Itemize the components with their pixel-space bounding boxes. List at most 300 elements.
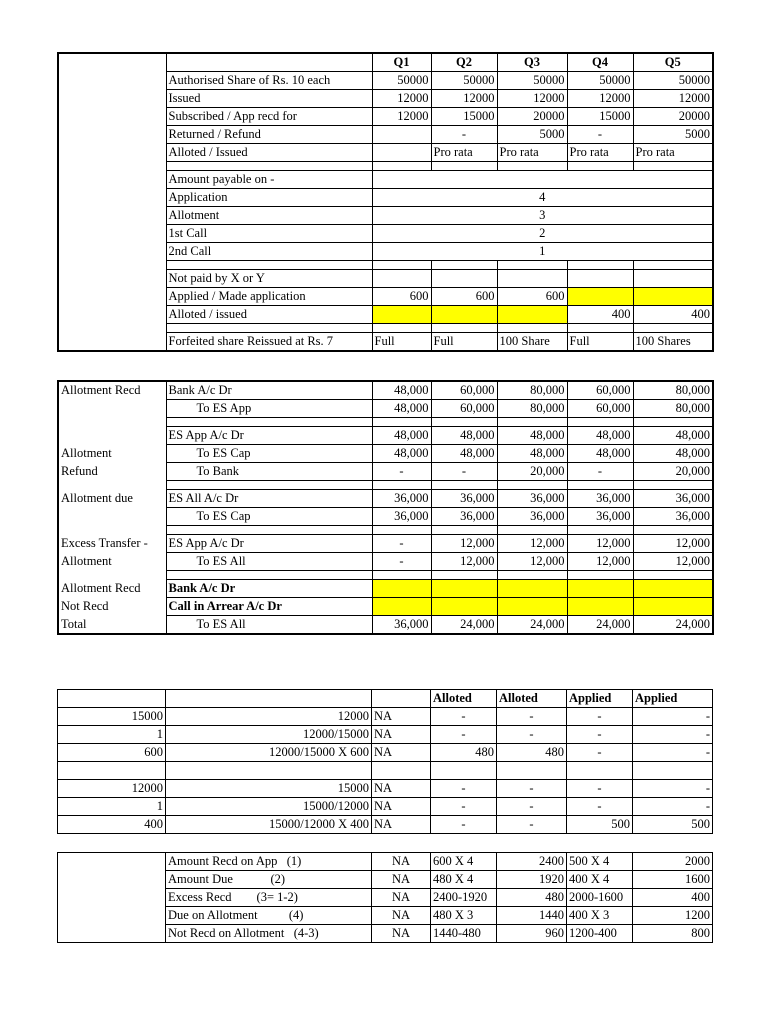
- table-cell: 500: [567, 816, 633, 834]
- table-cell: 48,000: [431, 445, 497, 463]
- table-cell: To ES All: [166, 553, 372, 571]
- table-cell: 12000: [633, 90, 713, 108]
- table-cell: NA: [372, 708, 431, 726]
- table-cell: 48,000: [633, 427, 713, 445]
- table-cell: 2400-1920: [431, 889, 497, 907]
- table-cell: 20,000: [497, 463, 567, 481]
- table-cell: 12000/15000 X 600: [166, 744, 372, 762]
- table-cell: 15000: [567, 108, 633, 126]
- header-q3: Q3: [497, 53, 567, 72]
- table-cell: 12000: [497, 90, 567, 108]
- table-cell: [372, 306, 431, 324]
- table-cell: Amount payable on -: [166, 171, 372, 189]
- table-cell: [166, 481, 372, 490]
- table-cell: 1200: [633, 907, 713, 925]
- table-cell: NA: [372, 798, 431, 816]
- table-cell: 1600: [633, 871, 713, 889]
- table-cell: Application: [166, 189, 372, 207]
- table-cell: Applied: [567, 690, 633, 708]
- table-cell: [497, 162, 567, 171]
- table-cell: [633, 571, 713, 580]
- table-cell: 100 Shares: [633, 333, 713, 352]
- table-cell: [633, 580, 713, 598]
- table-cell: 20000: [497, 108, 567, 126]
- table-cell: [372, 418, 431, 427]
- table-cell: 12,000: [567, 535, 633, 553]
- table-cell: -: [372, 535, 431, 553]
- table-cell: 36,000: [497, 508, 567, 526]
- table-cell: Applied / Made application: [166, 288, 372, 306]
- table-cell: -: [497, 816, 567, 834]
- table-cell: -: [497, 708, 567, 726]
- share-details-table: [57, 52, 714, 352]
- table-cell: NA: [372, 871, 431, 889]
- table-cell: NA: [372, 744, 431, 762]
- table-cell: [567, 571, 633, 580]
- table-cell: 400: [633, 306, 713, 324]
- table-cell: [633, 418, 713, 427]
- table-cell: [431, 598, 497, 616]
- cell-text: (4-3): [293, 926, 319, 940]
- table-cell: 400 X 4: [567, 871, 633, 889]
- table-cell: 4: [372, 189, 713, 207]
- table-cell: [58, 418, 166, 427]
- table-cell: 24,000: [633, 616, 713, 635]
- table-cell: [372, 144, 431, 162]
- table-cell: 50000: [633, 72, 713, 90]
- table-cell: [567, 481, 633, 490]
- cell-text: (4): [288, 908, 304, 922]
- table-cell: 36,000: [567, 490, 633, 508]
- table-cell: -: [567, 798, 633, 816]
- table-cell: -: [372, 553, 431, 571]
- table-cell: 960: [497, 925, 567, 943]
- table-cell: [166, 889, 372, 907]
- table-cell: [372, 162, 431, 171]
- header-q1: Q1: [372, 53, 431, 72]
- table-cell: -: [633, 780, 713, 798]
- pro-rata-header: [58, 690, 713, 708]
- table-cell: To Bank: [166, 463, 372, 481]
- table-cell: [58, 762, 166, 780]
- table-cell: [497, 580, 567, 598]
- table-cell: Pro rata: [431, 144, 497, 162]
- table-row: [58, 780, 713, 798]
- table-cell: [372, 126, 431, 144]
- table-cell: [497, 306, 567, 324]
- table-cell: 5000: [497, 126, 567, 144]
- table-cell: [166, 871, 372, 889]
- table-cell: 12,000: [497, 553, 567, 571]
- row-bank-dr-bold: [58, 580, 713, 598]
- table-cell: 48,000: [633, 445, 713, 463]
- table-cell: [372, 580, 431, 598]
- table-cell: [166, 526, 372, 535]
- table-cell: -: [497, 780, 567, 798]
- table-cell: [431, 571, 497, 580]
- cell-text: Not Recd on Allotment: [168, 926, 285, 940]
- table-cell: Call in Arrear A/c Dr: [166, 598, 372, 616]
- table-cell: 36,000: [497, 490, 567, 508]
- table-cell: 12000: [431, 90, 497, 108]
- table-cell: [497, 526, 567, 535]
- row-call-arrear: [58, 598, 713, 616]
- table-cell: Allotment due: [58, 490, 166, 508]
- table-cell: 1: [58, 726, 166, 744]
- table-cell: 480: [497, 744, 567, 762]
- journal-entries-table: [57, 380, 714, 635]
- table-row: [58, 726, 713, 744]
- table-cell: 80,000: [633, 400, 713, 418]
- table-cell: ES App A/c Dr: [166, 427, 372, 445]
- table-cell: Allotment: [166, 207, 372, 225]
- table-cell: 50000: [431, 72, 497, 90]
- table-cell: To ES All: [166, 616, 372, 635]
- table-cell: [567, 288, 633, 306]
- table-cell: 12000: [372, 90, 431, 108]
- table-cell: 60,000: [431, 400, 497, 418]
- table-cell: Not paid by X or Y: [166, 270, 372, 288]
- table-cell: 500: [633, 816, 713, 834]
- table-cell: [633, 324, 713, 333]
- table-cell: 480 X 3: [431, 907, 497, 925]
- table-cell: 400 X 3: [567, 907, 633, 925]
- table-cell: 15000: [58, 708, 166, 726]
- table-cell: 36,000: [431, 508, 497, 526]
- table-cell: 15000/12000 X 400: [166, 816, 372, 834]
- table-cell: NA: [372, 726, 431, 744]
- table-cell: 2: [372, 225, 713, 243]
- table-cell: [166, 418, 372, 427]
- table-cell: Subscribed / App recd for: [166, 108, 372, 126]
- table-cell: ES All A/c Dr: [166, 490, 372, 508]
- table-cell: 48,000: [497, 427, 567, 445]
- table-cell: To ES Cap: [166, 445, 372, 463]
- table-cell: [567, 526, 633, 535]
- table-cell: Refund: [58, 463, 166, 481]
- table-cell: 12000: [567, 90, 633, 108]
- table-cell: 12,000: [497, 535, 567, 553]
- table-cell: [372, 261, 431, 270]
- table-cell: 12,000: [567, 553, 633, 571]
- table-cell: [633, 162, 713, 171]
- table-cell: 60,000: [431, 381, 497, 400]
- cell-text: Due on Allotment: [168, 908, 258, 922]
- table-row: [58, 816, 713, 834]
- table-cell: [166, 261, 372, 270]
- table-cell: NA: [372, 889, 431, 907]
- cell-text: Excess Recd: [168, 890, 232, 904]
- table-cell: Pro rata: [567, 144, 633, 162]
- table-cell: [567, 324, 633, 333]
- table-cell: -: [431, 816, 497, 834]
- row-bank-dr: [58, 381, 713, 400]
- table-cell: 1440-480: [431, 925, 497, 943]
- table-cell: -: [567, 463, 633, 481]
- table-cell: 24,000: [431, 616, 497, 635]
- table-cell: 15000: [166, 780, 372, 798]
- table-cell: 24,000: [497, 616, 567, 635]
- table-cell: -: [431, 463, 497, 481]
- table-cell: 20000: [633, 108, 713, 126]
- table-cell: -: [567, 126, 633, 144]
- table-cell: NA: [372, 907, 431, 925]
- table-cell: -: [372, 463, 431, 481]
- table-cell: 5000: [633, 126, 713, 144]
- table-cell: [166, 907, 372, 925]
- table-cell: 600: [58, 744, 166, 762]
- table-row: [58, 798, 713, 816]
- table-cell: [372, 762, 431, 780]
- table-cell: Allotment Recd: [58, 580, 166, 598]
- table-cell: [497, 324, 567, 333]
- header-q4: Q4: [567, 53, 633, 72]
- blank-cell: [58, 53, 166, 351]
- table-cell: 80,000: [633, 381, 713, 400]
- table-cell: -: [431, 798, 497, 816]
- table-cell: [567, 580, 633, 598]
- table-cell: [633, 598, 713, 616]
- table-cell: NA: [372, 816, 431, 834]
- row-to-es-cap-2: [58, 508, 713, 526]
- table-cell: [633, 270, 713, 288]
- table-cell: [58, 571, 166, 580]
- table-cell: 1st Call: [166, 225, 372, 243]
- table-cell: 600: [497, 288, 567, 306]
- cell-text: Amount Recd on App: [168, 854, 278, 868]
- table-cell: [431, 306, 497, 324]
- table-cell: 60,000: [567, 381, 633, 400]
- table-cell: 15000/12000: [166, 798, 372, 816]
- table-cell: [372, 598, 431, 616]
- table-cell: [567, 598, 633, 616]
- table-cell: [497, 481, 567, 490]
- table-cell: -: [567, 726, 633, 744]
- table-cell: [58, 690, 166, 708]
- table-cell: 1920: [497, 871, 567, 889]
- table-cell: 1: [58, 798, 166, 816]
- table-cell: [431, 261, 497, 270]
- table-cell: 36,000: [633, 490, 713, 508]
- table-cell: Issued: [166, 90, 372, 108]
- table-cell: -: [431, 726, 497, 744]
- table-cell: 15000: [431, 108, 497, 126]
- table-cell: 480: [497, 889, 567, 907]
- row-es-all-dr: [58, 490, 713, 508]
- table-cell: Not Recd: [58, 598, 166, 616]
- table-cell: NA: [372, 780, 431, 798]
- table-cell: 48,000: [567, 445, 633, 463]
- table-cell: 12,000: [633, 553, 713, 571]
- table-cell: 12,000: [633, 535, 713, 553]
- table-cell: Applied: [633, 690, 713, 708]
- table-cell: 480: [431, 744, 497, 762]
- table-cell: [372, 324, 431, 333]
- pro-rata-table: [57, 689, 713, 834]
- table-cell: -: [431, 126, 497, 144]
- table-cell: Allotment: [58, 553, 166, 571]
- row-to-es-all: [58, 553, 713, 571]
- table-cell: [372, 571, 431, 580]
- table-cell: 400: [633, 889, 713, 907]
- row-es-app-dr-2: [58, 535, 713, 553]
- row-to-es-cap: [58, 445, 713, 463]
- table-cell: Total: [58, 616, 166, 635]
- table-cell: [372, 526, 431, 535]
- table-cell: [497, 261, 567, 270]
- table-cell: 60,000: [567, 400, 633, 418]
- table-cell: 12000: [58, 780, 166, 798]
- table-cell: 2400: [497, 853, 567, 871]
- table-cell: [166, 925, 372, 943]
- table-cell: [431, 580, 497, 598]
- table-cell: Pro rata: [497, 144, 567, 162]
- table-cell: [58, 508, 166, 526]
- table-cell: Forfeited share Reissued at Rs. 7: [166, 333, 372, 352]
- table-cell: [497, 418, 567, 427]
- table-cell: -: [497, 726, 567, 744]
- table-cell: Excess Transfer -: [58, 535, 166, 553]
- table-cell: [431, 526, 497, 535]
- table-cell: -: [567, 708, 633, 726]
- table-cell: Full: [567, 333, 633, 352]
- table-cell: [497, 571, 567, 580]
- table-cell: [567, 270, 633, 288]
- table-cell: Pro rata: [633, 144, 713, 162]
- row-to-es-app: [58, 400, 713, 418]
- table-cell: 36,000: [567, 508, 633, 526]
- table-cell: [431, 762, 497, 780]
- table-cell: ES App A/c Dr: [166, 535, 372, 553]
- table-cell: 400: [58, 816, 166, 834]
- table-cell: [497, 270, 567, 288]
- cell-text: (1): [286, 854, 302, 868]
- table-cell: To ES Cap: [166, 508, 372, 526]
- table-cell: -: [567, 744, 633, 762]
- table-cell: [166, 571, 372, 580]
- table-cell: 400: [567, 306, 633, 324]
- table-cell: 20,000: [633, 463, 713, 481]
- table-cell: 2000: [633, 853, 713, 871]
- cell-text: (3= 1-2): [256, 890, 298, 904]
- table-cell: -: [431, 708, 497, 726]
- table-cell: 12,000: [431, 553, 497, 571]
- table-cell: 600: [372, 288, 431, 306]
- table-cell: 36,000: [372, 490, 431, 508]
- table-cell: Alloted / Issued: [166, 144, 372, 162]
- table-cell: [372, 171, 713, 189]
- table-cell: Authorised Share of Rs. 10 each: [166, 72, 372, 90]
- table-cell: 48,000: [372, 400, 431, 418]
- table-cell: [633, 288, 713, 306]
- table-cell: 800: [633, 925, 713, 943]
- table-cell: 12000/15000: [166, 726, 372, 744]
- table-cell: [58, 427, 166, 445]
- table-cell: 600 X 4: [431, 853, 497, 871]
- table-cell: [431, 418, 497, 427]
- table-cell: -: [633, 744, 713, 762]
- table-cell: 1440: [497, 907, 567, 925]
- table-cell: -: [633, 798, 713, 816]
- table-cell: -: [497, 798, 567, 816]
- table-cell: 48,000: [431, 427, 497, 445]
- table-cell: 50000: [497, 72, 567, 90]
- calculation-table: [57, 852, 713, 943]
- table-cell: 2nd Call: [166, 243, 372, 261]
- table-cell: [166, 324, 372, 333]
- table-cell: [166, 853, 372, 871]
- table-cell: [497, 762, 567, 780]
- table-cell: 600: [431, 288, 497, 306]
- table-cell: [633, 481, 713, 490]
- table-cell: [166, 162, 372, 171]
- table-cell: Bank A/c Dr: [166, 381, 372, 400]
- cell-text: Amount Due: [168, 872, 233, 886]
- table-cell: Full: [431, 333, 497, 352]
- header-q2: Q2: [431, 53, 497, 72]
- table-cell: Allotment Recd: [58, 381, 166, 400]
- table-cell: 480 X 4: [431, 871, 497, 889]
- table-row: [58, 708, 713, 726]
- table-cell: [58, 400, 166, 418]
- table-cell: [431, 481, 497, 490]
- row-es-app-dr: [58, 427, 713, 445]
- table-cell: 48,000: [497, 445, 567, 463]
- table-cell: NA: [372, 853, 431, 871]
- table-cell: 50000: [567, 72, 633, 90]
- calc-row: [58, 853, 713, 871]
- table-cell: 48,000: [567, 427, 633, 445]
- table-cell: [166, 762, 372, 780]
- table-cell: 50000: [372, 72, 431, 90]
- table-cell: [58, 526, 166, 535]
- table-cell: [567, 261, 633, 270]
- table-cell: 12000: [372, 108, 431, 126]
- table-cell: [372, 690, 431, 708]
- table-cell: -: [633, 726, 713, 744]
- table-cell: [431, 270, 497, 288]
- table-cell: [633, 762, 713, 780]
- table-cell: 3: [372, 207, 713, 225]
- table-cell: [166, 690, 372, 708]
- table-cell: 500 X 4: [567, 853, 633, 871]
- table-cell: [431, 324, 497, 333]
- table-cell: 48,000: [372, 427, 431, 445]
- table-cell: 36,000: [372, 616, 431, 635]
- table-cell: [633, 261, 713, 270]
- table-cell: 36,000: [372, 508, 431, 526]
- table-cell: [372, 481, 431, 490]
- table-cell: -: [567, 780, 633, 798]
- table-cell: 36,000: [431, 490, 497, 508]
- table-cell: Allotment: [58, 445, 166, 463]
- table-cell: Alloted: [497, 690, 567, 708]
- table-cell: [58, 853, 166, 943]
- table-cell: Alloted / issued: [166, 306, 372, 324]
- table-cell: Bank A/c Dr: [166, 580, 372, 598]
- table-row: [58, 744, 713, 762]
- table-cell: [567, 418, 633, 427]
- table-cell: [567, 162, 633, 171]
- table-cell: Full: [372, 333, 431, 352]
- table-cell: 24,000: [567, 616, 633, 635]
- table-cell: 80,000: [497, 400, 567, 418]
- table-cell: 1: [372, 243, 713, 261]
- table-cell: [372, 270, 431, 288]
- table-cell: 36,000: [633, 508, 713, 526]
- row-to-bank: [58, 463, 713, 481]
- table-cell: [497, 598, 567, 616]
